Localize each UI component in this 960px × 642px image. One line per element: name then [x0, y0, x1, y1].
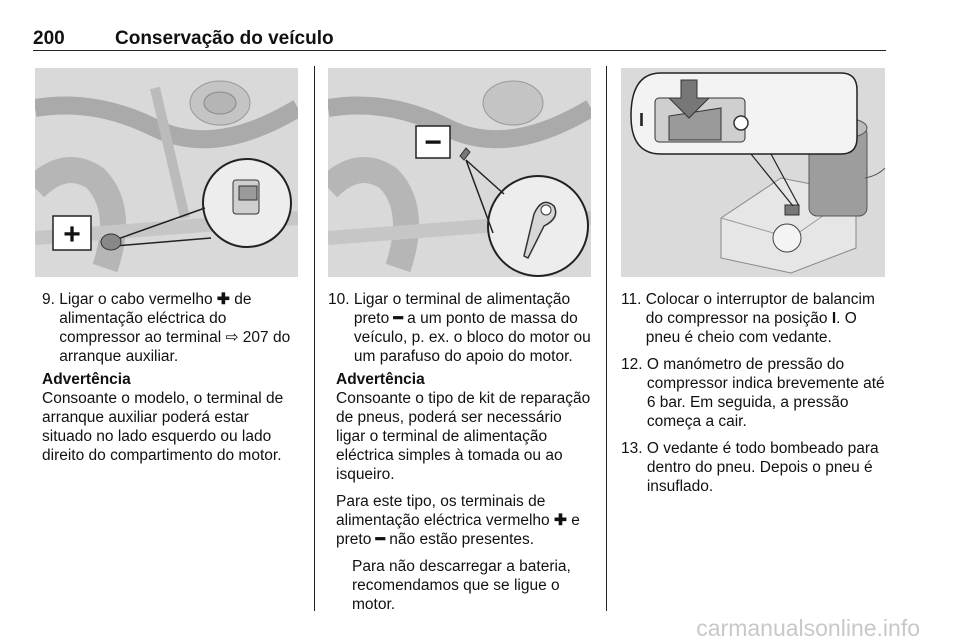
step-12: 12. O manómetro de pressão do compressor indica brevemente até 6 bar. Em seguida, a pressão começa a cair.	[621, 356, 885, 430]
step-number: 12.	[621, 356, 647, 373]
page-number: 200	[33, 28, 65, 49]
column-1-text	[42, 290, 300, 465]
fig3-position-mark: I	[639, 110, 645, 130]
minus-icon: ━	[375, 531, 385, 548]
figure-positive-terminal	[35, 68, 298, 277]
plus-icon: ✚	[553, 512, 567, 529]
page-header	[33, 28, 886, 51]
column-3-text	[621, 290, 887, 496]
plus-icon: ✚	[216, 291, 230, 308]
step-13: 13. O vedante é todo bombeado para dentro do pneu. Depois o pneu é insuflado.	[621, 440, 879, 495]
figure-compressor-switch	[621, 68, 885, 277]
step-number: 10.	[328, 291, 354, 308]
warning-text: Consoante o tipo de kit de reparação de pneus, poderá ser necessário ligar o terminal de alimentação eléctrica simples à tomada ou ao isqueiro.	[336, 390, 591, 483]
column-divider-2	[606, 66, 607, 611]
warning-heading: Advertência	[336, 371, 425, 388]
column-2-text	[328, 290, 594, 614]
step-number: 11.	[621, 291, 646, 308]
figure-ground-point	[328, 68, 591, 277]
step-number: 9.	[42, 291, 60, 308]
step-11: 11. Colocar o interruptor de balancim do compressor na posição I. O pneu é cheio com vedante.	[621, 291, 875, 346]
step-number: 13.	[621, 440, 647, 457]
warning-heading: Advertência	[42, 371, 131, 388]
battery-note: Para não descarregar a bateria, recomendamos que se ligue o motor.	[352, 558, 571, 613]
page-title: Conservação do veículo	[115, 28, 334, 49]
page-reference-arrow-icon: ⇨	[225, 329, 239, 346]
fig1-plus-label: +	[63, 218, 81, 251]
fig2-minus-label: −	[424, 126, 442, 159]
column-divider-1	[314, 66, 315, 611]
step-9: 9. Ligar o cabo vermelho ✚ de alimentação eléctrica do compressor ao terminal ⇨ 207 do arranque auxiliar.	[42, 291, 291, 365]
minus-icon: ━	[393, 310, 403, 327]
step-10: 10. Ligar o terminal de alimentação preto ━ a um ponto de massa do veículo, p. ex. o bloco do motor ou um parafuso do apoio do motor.	[328, 291, 591, 365]
warning-text: Consoante o modelo, o terminal de arranque auxiliar poderá estar situado no lado esquerdo ou lado direito do compartimento do motor.	[42, 390, 284, 464]
terminal-note: Para este tipo, os terminais de alimentação eléctrica vermelho ✚ e preto ━ não estão presentes.	[336, 493, 580, 548]
watermark-text: carmanualsonline.info	[696, 615, 920, 641]
